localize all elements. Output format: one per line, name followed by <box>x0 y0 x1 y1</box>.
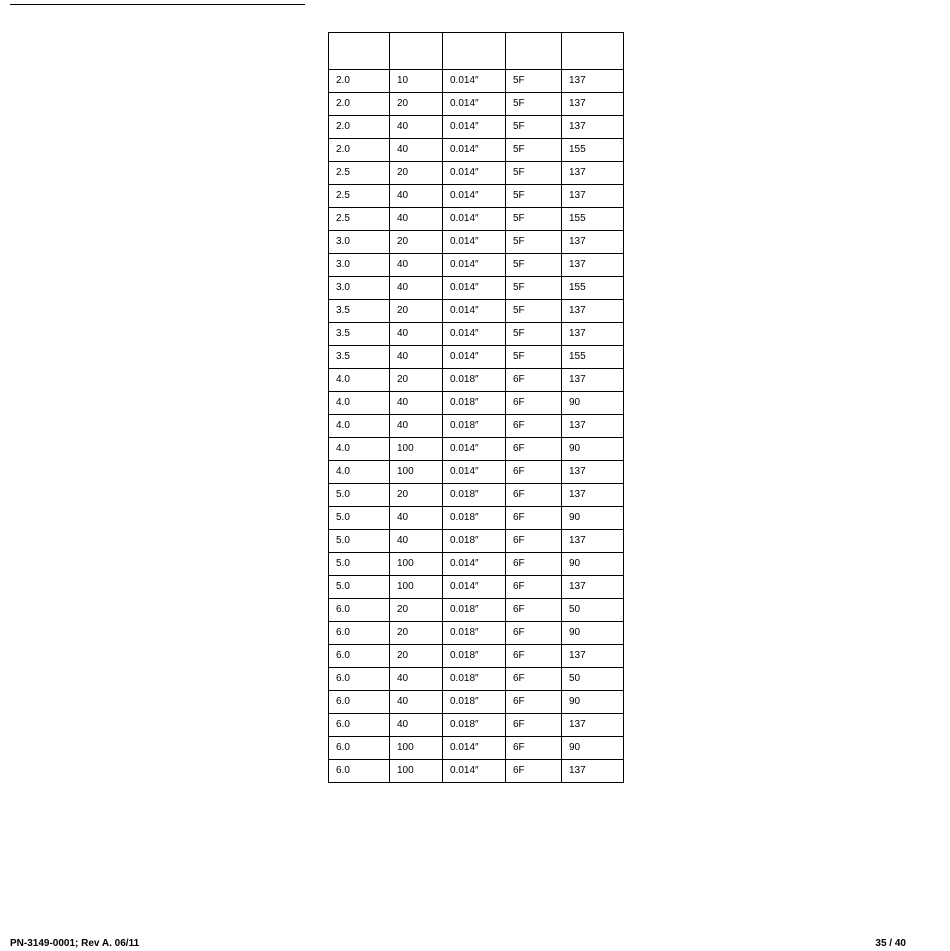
table-cell: 4.0 <box>329 369 390 392</box>
table-cell: 100 <box>390 576 443 599</box>
table-cell: 5.0 <box>329 530 390 553</box>
table-cell: 4.0 <box>329 461 390 484</box>
table-row <box>329 438 624 461</box>
table-cell: 0.014″ <box>443 461 506 484</box>
table-cell: 0.018″ <box>443 369 506 392</box>
table-cell: 2.0 <box>329 70 390 93</box>
table-cell: 40 <box>390 139 443 162</box>
table-cell: 20 <box>390 231 443 254</box>
table-cell: 5F <box>506 323 562 346</box>
table-cell: 137 <box>562 576 624 599</box>
table-cell: 137 <box>562 300 624 323</box>
table-cell: 2.0 <box>329 116 390 139</box>
table-cell: 137 <box>562 185 624 208</box>
table-cell: 0.014″ <box>443 93 506 116</box>
table-cell: 2.5 <box>329 162 390 185</box>
table-cell: 5F <box>506 93 562 116</box>
table-cell: 6F <box>506 461 562 484</box>
table-cell: 137 <box>562 162 624 185</box>
table-cell: 3.0 <box>329 277 390 300</box>
table-row <box>329 691 624 714</box>
table-cell: 0.014″ <box>443 553 506 576</box>
table-cell: 100 <box>390 438 443 461</box>
table-cell: 0.018″ <box>443 484 506 507</box>
table-cell: 6F <box>506 760 562 783</box>
table-cell: 6F <box>506 668 562 691</box>
top-divider <box>10 4 305 5</box>
page-number: 35 / 40 <box>875 938 906 949</box>
table-cell: 5F <box>506 346 562 369</box>
table-cell: 3.5 <box>329 300 390 323</box>
table-cell: 90 <box>562 622 624 645</box>
table-row <box>329 737 624 760</box>
table-cell: 40 <box>390 714 443 737</box>
table-cell: 50 <box>562 599 624 622</box>
table-cell: 0.014″ <box>443 760 506 783</box>
table-cell: 0.014″ <box>443 70 506 93</box>
table-cell: 0.018″ <box>443 622 506 645</box>
table-cell: 6F <box>506 714 562 737</box>
table-row <box>329 760 624 783</box>
table-row <box>329 139 624 162</box>
table-cell: 20 <box>390 622 443 645</box>
table-cell: 0.014″ <box>443 185 506 208</box>
table-cell: 6F <box>506 392 562 415</box>
table-cell: 6F <box>506 553 562 576</box>
table-cell: 137 <box>562 323 624 346</box>
table-cell: 20 <box>390 93 443 116</box>
table-cell: 137 <box>562 461 624 484</box>
table-cell: 0.018″ <box>443 530 506 553</box>
table-body <box>329 33 624 783</box>
table-cell: 6F <box>506 737 562 760</box>
table-cell: 0.014″ <box>443 438 506 461</box>
table-row <box>329 300 624 323</box>
table-cell: 20 <box>390 645 443 668</box>
table-row <box>329 530 624 553</box>
header-cell <box>506 33 562 70</box>
table-cell: 155 <box>562 277 624 300</box>
table-cell: 6.0 <box>329 668 390 691</box>
table-cell: 5F <box>506 70 562 93</box>
table-cell: 5.0 <box>329 507 390 530</box>
table-row <box>329 599 624 622</box>
table-cell: 5F <box>506 139 562 162</box>
table-cell: 6.0 <box>329 645 390 668</box>
table-cell: 6.0 <box>329 714 390 737</box>
table-cell: 6F <box>506 507 562 530</box>
table-header-row <box>329 33 624 70</box>
table-cell: 6.0 <box>329 691 390 714</box>
table-cell: 5.0 <box>329 553 390 576</box>
table-row <box>329 553 624 576</box>
table-cell: 90 <box>562 691 624 714</box>
table-cell: 5F <box>506 116 562 139</box>
table-cell: 40 <box>390 530 443 553</box>
table-row <box>329 392 624 415</box>
table-row <box>329 507 624 530</box>
table-row <box>329 323 624 346</box>
table-cell: 40 <box>390 507 443 530</box>
table-cell: 5.0 <box>329 576 390 599</box>
table-cell: 40 <box>390 346 443 369</box>
table-cell: 0.014″ <box>443 162 506 185</box>
table-row <box>329 645 624 668</box>
table-cell: 6F <box>506 415 562 438</box>
table-cell: 6F <box>506 438 562 461</box>
table-cell: 40 <box>390 185 443 208</box>
table-cell: 137 <box>562 530 624 553</box>
table-cell: 6.0 <box>329 760 390 783</box>
header-cell <box>329 33 390 70</box>
header-cell <box>443 33 506 70</box>
table-cell: 2.0 <box>329 93 390 116</box>
table-cell: 90 <box>562 392 624 415</box>
table-row <box>329 231 624 254</box>
table-cell: 4.0 <box>329 392 390 415</box>
table-cell: 137 <box>562 645 624 668</box>
table-cell: 6F <box>506 576 562 599</box>
table-cell: 100 <box>390 737 443 760</box>
table-cell: 0.018″ <box>443 668 506 691</box>
table-cell: 2.5 <box>329 208 390 231</box>
table-cell: 90 <box>562 438 624 461</box>
table-row <box>329 254 624 277</box>
table-cell: 40 <box>390 323 443 346</box>
table-cell: 6.0 <box>329 622 390 645</box>
table-cell: 137 <box>562 369 624 392</box>
table-cell: 3.5 <box>329 323 390 346</box>
table-row <box>329 622 624 645</box>
table-cell: 0.014″ <box>443 208 506 231</box>
table-cell: 0.014″ <box>443 576 506 599</box>
table-cell: 0.014″ <box>443 277 506 300</box>
table-cell: 20 <box>390 369 443 392</box>
table-cell: 40 <box>390 668 443 691</box>
table-cell: 0.014″ <box>443 231 506 254</box>
table-row <box>329 208 624 231</box>
table-cell: 6F <box>506 599 562 622</box>
table-cell: 20 <box>390 300 443 323</box>
table-row <box>329 162 624 185</box>
table-cell: 5F <box>506 300 562 323</box>
table-cell: 6F <box>506 691 562 714</box>
table-cell: 137 <box>562 415 624 438</box>
table-cell: 6F <box>506 645 562 668</box>
table-cell: 0.014″ <box>443 346 506 369</box>
table-cell: 155 <box>562 208 624 231</box>
table-cell: 0.018″ <box>443 691 506 714</box>
table-row <box>329 116 624 139</box>
table-cell: 155 <box>562 346 624 369</box>
table-row <box>329 277 624 300</box>
table-cell: 155 <box>562 139 624 162</box>
table-cell: 6.0 <box>329 737 390 760</box>
table-cell: 0.018″ <box>443 415 506 438</box>
table-cell: 137 <box>562 760 624 783</box>
table-cell: 5F <box>506 185 562 208</box>
table-cell: 137 <box>562 231 624 254</box>
table-cell: 100 <box>390 461 443 484</box>
table-row <box>329 461 624 484</box>
table-cell: 20 <box>390 162 443 185</box>
table-cell: 3.0 <box>329 231 390 254</box>
table-cell: 0.018″ <box>443 714 506 737</box>
table-cell: 0.018″ <box>443 507 506 530</box>
table-cell: 4.0 <box>329 415 390 438</box>
table-cell: 40 <box>390 254 443 277</box>
table-row <box>329 484 624 507</box>
table-cell: 0.014″ <box>443 116 506 139</box>
table-cell: 5.0 <box>329 484 390 507</box>
table-cell: 2.0 <box>329 139 390 162</box>
table-cell: 5F <box>506 254 562 277</box>
table-cell: 5F <box>506 162 562 185</box>
table-cell: 0.018″ <box>443 599 506 622</box>
table-cell: 40 <box>390 208 443 231</box>
table-cell: 137 <box>562 70 624 93</box>
table-cell: 137 <box>562 714 624 737</box>
table-row <box>329 185 624 208</box>
header-cell <box>390 33 443 70</box>
table-row <box>329 93 624 116</box>
table-cell: 40 <box>390 116 443 139</box>
table-cell: 0.014″ <box>443 737 506 760</box>
table-cell: 40 <box>390 691 443 714</box>
table-cell: 0.014″ <box>443 300 506 323</box>
table-cell: 90 <box>562 553 624 576</box>
table-cell: 6F <box>506 369 562 392</box>
table-cell: 0.014″ <box>443 254 506 277</box>
table-cell: 100 <box>390 553 443 576</box>
table-cell: 6F <box>506 530 562 553</box>
table-cell: 6F <box>506 484 562 507</box>
table-row <box>329 415 624 438</box>
table-row <box>329 668 624 691</box>
table-cell: 137 <box>562 484 624 507</box>
table-cell: 5F <box>506 208 562 231</box>
table-cell: 40 <box>390 277 443 300</box>
table-row <box>329 369 624 392</box>
table-cell: 3.5 <box>329 346 390 369</box>
table-row <box>329 70 624 93</box>
table-cell: 20 <box>390 484 443 507</box>
table-cell: 137 <box>562 93 624 116</box>
table-cell: 6.0 <box>329 599 390 622</box>
table-cell: 40 <box>390 415 443 438</box>
table-cell: 6F <box>506 622 562 645</box>
table-cell: 90 <box>562 737 624 760</box>
table-row <box>329 346 624 369</box>
spec-table <box>328 32 624 783</box>
table-cell: 50 <box>562 668 624 691</box>
table-cell: 137 <box>562 254 624 277</box>
table-cell: 0.018″ <box>443 392 506 415</box>
table-cell: 0.014″ <box>443 139 506 162</box>
table-row <box>329 714 624 737</box>
table-cell: 2.5 <box>329 185 390 208</box>
table-cell: 90 <box>562 507 624 530</box>
table-cell: 20 <box>390 599 443 622</box>
table-cell: 40 <box>390 392 443 415</box>
table-cell: 137 <box>562 116 624 139</box>
table-cell: 5F <box>506 277 562 300</box>
document-number: PN-3149-0001; Rev A. 06/11 <box>10 938 140 949</box>
header-cell <box>562 33 624 70</box>
table-row <box>329 576 624 599</box>
table-cell: 100 <box>390 760 443 783</box>
table-cell: 4.0 <box>329 438 390 461</box>
table-cell: 0.014″ <box>443 323 506 346</box>
table-cell: 10 <box>390 70 443 93</box>
table-cell: 0.018″ <box>443 645 506 668</box>
table-cell: 3.0 <box>329 254 390 277</box>
table-cell: 5F <box>506 231 562 254</box>
